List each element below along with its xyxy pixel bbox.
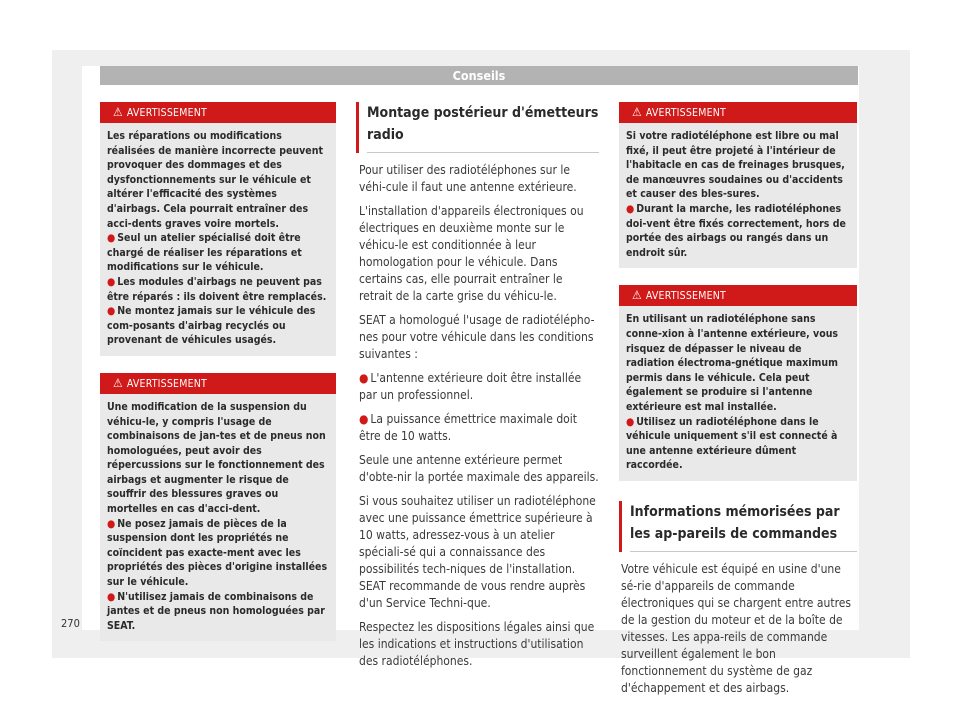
- warning-intro: En utilisant un radiotéléphone sans conne-xion à l'antenne extérieure, vous risquez de dépasser le niveau de radiation électroma-gnétique maximum permis dans le véhicule. Cela peut également se produire si l'antenne extérieure est mal installée.: [626, 313, 839, 413]
- paragraph: L'installation d'appareils électroniques ou électriques en deuxième monte sur le véhicu-le est conditionnée à leur homologation pour le véhicule. Dans certains cas, elle pourrait entraîner le retrait de la carte grise du véhicu-le.: [359, 204, 584, 303]
- bullet-icon: ●: [107, 517, 116, 530]
- warning-bullet: ● Seul un atelier spécialisé doit être chargé de réaliser les réparations et modifications sur le véhicule.: [107, 232, 302, 274]
- warning-label: AVERTISSEMENT: [645, 107, 726, 119]
- warning-triangle-icon: ⚠: [632, 105, 642, 119]
- section-body: [619, 561, 857, 697]
- bullet-icon: ●: [626, 202, 635, 215]
- section-title: Informations mémorisées par les ap-pareils de commandes: [630, 501, 857, 552]
- paragraph: Respectez les dispositions légales ainsi que les indications et instructions d'utilisation des radiotéléphones.: [359, 620, 595, 668]
- warning-box-repairs: [100, 102, 336, 356]
- bullet-icon: ●: [359, 371, 369, 385]
- warning-label: AVERTISSEMENT: [126, 377, 207, 390]
- warning-triangle-icon: ⚠: [632, 288, 642, 303]
- bullet-icon: ●: [359, 412, 369, 426]
- warning-bullet: ● Utilisez un radiotéléphone dans le véhicule uniquement s'il est connecté à une antenne extérieure dûment raccordée.: [626, 415, 838, 472]
- warning-triangle-icon: ⚠: [113, 375, 123, 390]
- warning-triangle-icon: ⚠: [113, 105, 123, 119]
- section-header: Conseils: [100, 66, 858, 85]
- warning-bullet: ● Ne posez jamais de pièces de la suspension dont les propriétés ne coïncident pas exacte-ment avec les propriétés des pièces d'origine installées sur le véhicule.: [107, 517, 328, 589]
- page-number: 270: [61, 617, 80, 630]
- bullet-icon: ●: [107, 232, 116, 245]
- warning-header: [619, 285, 857, 306]
- bullet-icon: ●: [626, 415, 635, 428]
- warning-bullet: ● Les modules d'airbags ne peuvent pas être réparés : ils doivent être remplacés.: [107, 275, 327, 303]
- warning-header: [619, 102, 857, 123]
- warning-bullet: ● Ne montez jamais sur le véhicule des com-posants d'airbag recyclés ou provenant de véhicules usagés.: [107, 305, 316, 347]
- column-right: [619, 102, 857, 704]
- list-item: ● L'antenne extérieure doit être installée par un professionnel.: [359, 371, 582, 402]
- column-left: [100, 102, 336, 658]
- paragraph: Seule une antenne extérieure permet d'obte-nir la portée maximale des appareils.: [359, 453, 599, 484]
- warning-box-loose-phone: [619, 102, 857, 268]
- paragraph: SEAT a homologué l'usage de radiotélépho-nes pour votre véhicule dans les conditions suivantes :: [359, 313, 595, 361]
- bullet-icon: ●: [107, 305, 116, 318]
- warning-box-suspension: [100, 373, 336, 642]
- warning-intro: Si votre radiotéléphone est libre ou mal fixé, il peut être projeté à l'intérieur de l'habitacle en cas de freinages brusques, de manœuvres soudaines ou d'accidents et causer des bles-sures.: [626, 130, 845, 201]
- section-title-block: [356, 102, 599, 153]
- paragraph: Si vous souhaitez utiliser un radiotéléphone avec une puissance émettrice supérieure à 10 watts, adressez-vous à un atelier spéciali-sé qui a connaissance des possibilités tech-niques de l'installation. SEAT recommande de vous rendre auprès d'un Service Techni-que.: [359, 494, 596, 610]
- warning-label: AVERTISSEMENT: [126, 107, 207, 119]
- bullet-icon: ●: [107, 275, 116, 288]
- paragraph: Pour utiliser des radiotéléphones sur le véhi-cule il faut une antenne extérieure.: [359, 163, 577, 194]
- section-title: Montage postérieur d'émetteurs radio: [367, 102, 599, 153]
- section-title-block: [619, 501, 857, 552]
- warning-header: [100, 373, 336, 394]
- list-item: ● La puissance émettrice maximale doit être de 10 watts.: [359, 412, 578, 443]
- warning-bullet: ● N'utilisez jamais de combinaisons de jantes et de pneus non homologuées par SEAT.: [107, 590, 325, 632]
- section-body: [356, 162, 599, 670]
- warning-intro: Une modification de la suspension du véhicu-le, y compris l'usage de combinaisons de jan-tes et de pneus non homologuées, peut avoir des répercussions sur le fonctionnement des airbags et augmenter le risque de souffrir des blessures graves ou mortelles en cas d'acci-dent.: [107, 400, 326, 516]
- warning-label: AVERTISSEMENT: [645, 290, 726, 303]
- warning-intro: Les réparations ou modifications réalisées de manière incorrecte peuvent provoquer des dommages et des dysfonctionnements sur le véhicule et altérer l'efficacité des systèmes d'airbags. Cela pourrait entraîner des acci-dents graves voire mortels.: [107, 130, 323, 230]
- warning-header: [100, 102, 336, 123]
- warning-bullet: ● Durant la marche, les radiotéléphones doi-vent être fixés correctement, hors de portée des airbags ou rangés dans un endroit sûr.: [626, 202, 846, 259]
- paragraph: Votre véhicule est équipé en usine d'une sé-rie d'appareils de commande électroniques qui se chargent entre autres de la gestion du moteur et de la boîte de vitesses. Les appa-reils de commande surveillent également le bon fonctionnement du système de gaz d'échappement et des airbags.: [621, 561, 852, 695]
- warning-box-antenna: [619, 285, 857, 481]
- column-middle: [356, 102, 599, 677]
- bullet-icon: ●: [107, 590, 116, 603]
